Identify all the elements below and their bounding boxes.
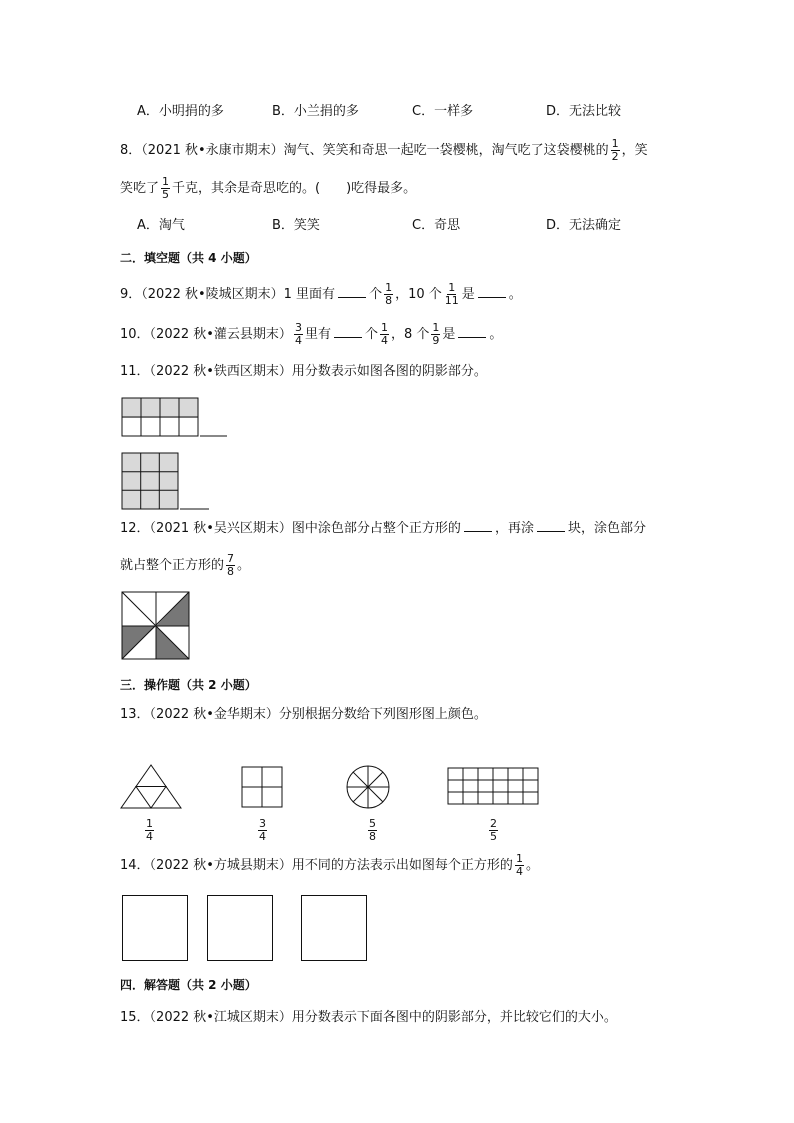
q13-text: 13．（2022 秋•金华期末）分别根据分数给下列图形图上颜色。 xyxy=(120,707,487,722)
q12-blank-1[interactable] xyxy=(464,519,492,532)
denominator: 8 xyxy=(385,294,393,307)
q9-text-2: 个 xyxy=(369,287,383,302)
q7-option-b: B．小兰捐的多 xyxy=(272,104,359,119)
shaded-region xyxy=(122,453,178,509)
q12-text-4: 就占整个正方形的 xyxy=(120,558,225,573)
section-heading-answer: 四．解答题（共 2 小题） xyxy=(120,978,257,992)
circle-lines xyxy=(347,766,389,808)
q7-option-c: C．一样多 xyxy=(412,104,474,119)
triangle-lines xyxy=(121,765,181,808)
denominator: 4 xyxy=(380,334,388,347)
denominator: 8 xyxy=(369,830,376,843)
q8-text-3: 笑吃了 xyxy=(120,181,160,196)
denominator: 4 xyxy=(259,830,266,843)
q11-figure-1 xyxy=(120,395,230,443)
q9-blank-2[interactable] xyxy=(478,285,506,298)
numerator: 1 xyxy=(146,817,153,830)
q8-option-a: A．淘气 xyxy=(137,218,185,233)
q11-text: 11．（2022 秋•铁西区期末）用分数表示如图各图的阴影部分。 xyxy=(120,364,487,379)
denominator: 5 xyxy=(162,188,170,201)
q8-line1 xyxy=(120,138,648,163)
q8-text-2: ，笑 xyxy=(621,143,648,158)
q14-square-2[interactable] xyxy=(207,895,273,961)
q10-blank-1[interactable] xyxy=(334,325,362,338)
q12-line2 xyxy=(120,553,250,578)
numerator: 7 xyxy=(227,552,235,565)
numerator: 1 xyxy=(448,281,456,294)
q10-text-1: 10．（2022 秋•灌云县期末） xyxy=(120,327,292,342)
q9-line xyxy=(120,282,522,307)
denominator: 4 xyxy=(146,830,153,843)
q12-text-3: 块，涂色部分 xyxy=(567,521,646,536)
q8-option-b: B．笑笑 xyxy=(272,218,320,233)
q14-square-1[interactable] xyxy=(122,895,188,961)
numerator: 1 xyxy=(385,281,393,294)
q13-circle-figure[interactable] xyxy=(344,763,394,813)
section-heading-operation: 三．操作题（共 2 小题） xyxy=(120,678,257,692)
denominator: 11 xyxy=(444,294,459,307)
q13-fraction-rectangle xyxy=(489,818,498,843)
q13-fraction-square xyxy=(258,818,267,843)
q10-text-4: ，8 个 xyxy=(390,327,430,342)
numerator: 3 xyxy=(259,817,266,830)
division-lines xyxy=(122,592,189,659)
numerator: 1 xyxy=(380,321,388,334)
q12-text-5: 。 xyxy=(237,558,251,573)
denominator: 4 xyxy=(515,865,523,878)
q8-text-4: 千克，其余是奇思吃的。( )吃得最多。 xyxy=(172,181,417,196)
numerator: 1 xyxy=(611,137,619,150)
q8-option-c: C．奇思 xyxy=(412,218,461,233)
rectangle-grid xyxy=(448,768,538,804)
q15-text: 15．（2022 秋•江城区期末）用分数表示下面各图中的阴影部分，并比较它们的大小。 xyxy=(120,1010,617,1025)
q9-blank-1[interactable] xyxy=(338,285,366,298)
q9-text-5: 。 xyxy=(508,287,522,302)
q12-blank-2[interactable] xyxy=(537,519,565,532)
q13-square-figure[interactable] xyxy=(240,765,286,811)
numerator: 2 xyxy=(490,817,497,830)
q10-fraction-3 xyxy=(431,322,440,347)
q9-fraction-2 xyxy=(444,282,460,307)
numerator: 1 xyxy=(515,852,523,865)
numerator: 3 xyxy=(294,321,302,334)
q14-line xyxy=(120,853,539,878)
q11-figure-2 xyxy=(120,451,215,515)
square-lines xyxy=(242,767,282,807)
q9-fraction-1 xyxy=(384,282,393,307)
q10-line xyxy=(120,322,502,347)
q8-option-d: D．无法确定 xyxy=(546,218,622,233)
q14-text-2: 。 xyxy=(525,858,539,873)
q12-text-2: ，再涂 xyxy=(494,521,534,536)
numerator: 1 xyxy=(162,175,170,188)
q13-triangle-figure[interactable] xyxy=(118,762,186,812)
q7-option-a: A．小明捐的多 xyxy=(137,104,224,119)
q13-fraction-circle xyxy=(368,818,377,843)
q14-text-1: 14．（2022 秋•方城县期末）用不同的方法表示出如图每个正方形的 xyxy=(120,858,513,873)
q9-text-4: 是 xyxy=(461,287,475,302)
q12-pinwheel-square xyxy=(120,590,192,662)
q10-text-5: 是 xyxy=(442,327,456,342)
denominator: 5 xyxy=(490,830,497,843)
q12-fraction xyxy=(226,553,235,578)
q9-text-3: ，10 个 xyxy=(395,287,442,302)
section-heading-fill-in: 二．填空题（共 4 小题） xyxy=(120,251,257,265)
denominator: 9 xyxy=(432,334,440,347)
q8-fraction-fifth xyxy=(161,176,170,201)
q13-fraction-triangle xyxy=(145,818,154,843)
numerator: 5 xyxy=(369,817,376,830)
q14-square-3[interactable] xyxy=(301,895,367,961)
q14-fraction xyxy=(515,853,524,878)
q10-fraction-2 xyxy=(380,322,389,347)
denominator: 2 xyxy=(611,150,619,163)
q10-text-2: 里有 xyxy=(304,327,331,342)
q8-fraction-half xyxy=(611,138,620,163)
denominator: 8 xyxy=(227,565,235,578)
q7-option-d: D．无法比较 xyxy=(546,104,622,119)
q13-rectangle-figure[interactable] xyxy=(446,766,542,808)
q12-line1 xyxy=(120,519,646,539)
denominator: 4 xyxy=(294,334,302,347)
q10-blank-2[interactable] xyxy=(458,325,486,338)
q9-text-1: 9．（2022 秋•陵城区期末）1 里面有 xyxy=(120,287,336,302)
q10-fraction-1 xyxy=(294,322,303,347)
q8-text-1: 8．（2021 秋•永康市期末）淘气、笑笑和奇思一起吃一袋樱桃，淘气吃了这袋樱桃的 xyxy=(120,143,609,158)
q12-text-1: 12．（2021 秋•吴兴区期末）图中涂色部分占整个正方形的 xyxy=(120,521,461,536)
q10-text-6: 。 xyxy=(489,327,503,342)
numerator: 1 xyxy=(432,321,440,334)
q10-text-3: 个 xyxy=(364,327,378,342)
q8-line2 xyxy=(120,176,416,201)
